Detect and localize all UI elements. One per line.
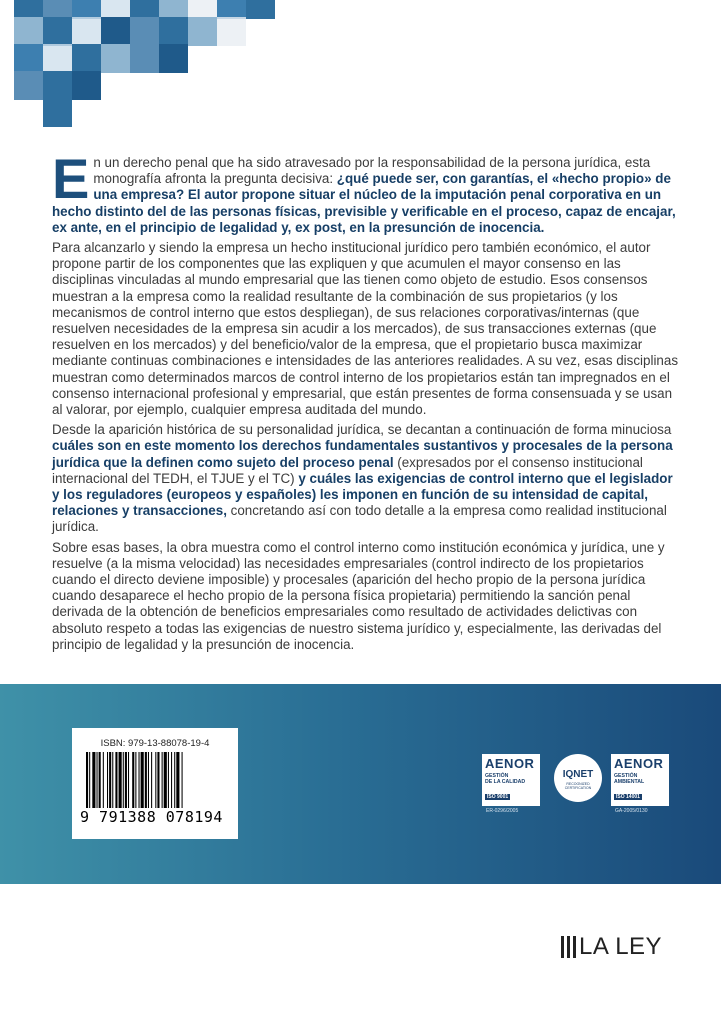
paragraph-4: Sobre esas bases, la obra muestra como el control interno como institución económica y jurídica, une y resuelve (a la misma velocidad) las necesidades empresariales (control indirecto de los propietarios cuando el directo deviene imposible) y procesales (aparición del hecho propio de la persona jurídica cuando desaparece el hecho propio de la persona física propietaria) permitiendo la sanción penal derivada de la obtención de beneficios empresariales como resultado de actividades delictivas con absoluto respeto a todas las exigencias de nuestro sistema jurídico y, especialmente, las derivadas del principio de legalidad y la presunción de inocencia.: [52, 539, 665, 652]
mosaic-tile: [159, 44, 188, 73]
mosaic-tile: [14, 44, 43, 73]
mosaic-tile: [246, 0, 275, 19]
barcode-bar: [176, 752, 179, 808]
iqnet-badge: IQNET RECOGNIZED CERTIFICATION: [554, 754, 602, 802]
barcode-bar: [148, 752, 149, 808]
barcode-bar: [139, 752, 140, 808]
barcode-bar: [141, 752, 144, 808]
drop-cap: E: [52, 147, 90, 210]
paragraph-2: Para alcanzarlo y siendo la empresa un hecho institucional jurídico pero también económico, el autor propone partir de los componentes que las expliquen y que acumulen el mayor consenso en las disciplinas vinculadas al mundo empresarial que las tienen como objeto de estudio. Esos consensos muestran a la empresa como la realidad resultante de la combinación de sus propietarios (y los mecanismos de control interno que estos despliegan), de sus relaciones corporativas/internas (que resuelven necesidades de la empresa sin acudir a los mercados), de sus transacciones externas (que resuelven en los mercados) y del beneficio/valor de la empresa, que el propietario busca maximizar mediante continuas combinaciones e intensidades de las anteriores realidades. A su vez, esas disciplinas muestran como determinados marcos de control interno de los propietarios están tan impregnados en el consenso internacional profesional y empresarial, que están presentes de forma consensuada y se usan al valorar, por ejemplo, cualquier empresa auditada del mundo.: [52, 240, 679, 418]
mosaic-tile: [43, 17, 72, 46]
barcode-bar: [168, 752, 169, 808]
barcode-bar: [174, 752, 175, 808]
barcode: [72, 728, 238, 839]
mosaic-tile: [72, 17, 101, 46]
mosaic-tile: [72, 71, 101, 100]
barcode-bar: [151, 752, 152, 808]
mosaic-tile: [159, 17, 188, 46]
barcode-bar: [125, 752, 127, 808]
barcode-bar: [119, 752, 122, 808]
mosaic-tile: [14, 71, 43, 100]
barcode-bar: [99, 752, 101, 808]
barcode-bars: [86, 752, 226, 812]
barcode-bar: [128, 752, 129, 808]
mosaic-tile: [217, 17, 246, 46]
barcode-bar: [89, 752, 90, 808]
mosaic-tile: [101, 44, 130, 73]
logo-bars-icon: [561, 936, 577, 958]
barcode-bar: [115, 752, 117, 808]
mosaic-tile: [72, 44, 101, 73]
mosaic-tile: [43, 98, 72, 127]
barcode-bar: [162, 752, 163, 808]
mosaic-tile: [188, 17, 217, 46]
barcode-bar: [112, 752, 113, 808]
barcode-bar: [132, 752, 134, 808]
barcode-bar: [135, 752, 136, 808]
barcode-bar: [103, 752, 104, 808]
cert-reg-quality: ER-0296/2005: [486, 808, 519, 814]
mosaic-tile: [14, 17, 43, 46]
mosaic-tile: [43, 71, 72, 100]
cert-reg-environment: GA-2005/0130: [615, 808, 648, 814]
barcode-bar: [92, 752, 95, 808]
barcode-bar: [164, 752, 167, 808]
barcode-digits: 9 791388 078194: [80, 808, 223, 826]
mosaic-tile: [101, 17, 130, 46]
barcode-bar: [86, 752, 88, 808]
barcode-bar: [145, 752, 147, 808]
isbn-label: ISBN: 979-13-88078-19-4: [100, 738, 210, 749]
aenor-quality-badge: AENOR GESTIÓN DE LA CALIDAD ISO 9001: [482, 754, 540, 806]
barcode-bar: [182, 752, 183, 808]
barcode-bar: [157, 752, 159, 808]
mosaic-tile: [43, 44, 72, 73]
decorative-mosaic: [0, 0, 260, 140]
barcode-bar: [171, 752, 172, 808]
mosaic-tile: [130, 44, 159, 73]
barcode-bar: [109, 752, 111, 808]
barcode-bar: [97, 752, 98, 808]
paragraph-3: Desde la aparición histórica de su personalidad jurídica, se decantan a continuación de forma minuciosa cuáles son en este momento los derechos fundamentales sustantivos y procesales de la persona jurídica que la definen como sujeto del proceso penal (expresados por el consenso institucional internacional del TEDH, el TJUE y el TC) y cuáles las exigencias de control interno que el legislador y los reguladores (europeos y españoles) les imponen en función de su intensidad de capital, relaciones y transacciones, concretando así con todo detalle a la empresa como realidad institucional jurídica.: [52, 422, 673, 535]
barcode-bar: [107, 752, 108, 808]
back-cover-text: [52, 147, 679, 657]
aenor-environment-badge: AENOR GESTIÓN AMBIENTAL ISO 14001: [611, 754, 669, 806]
paragraph-1: En un derecho penal que ha sido atravesado por la responsabilidad de la persona jurídica, esta monografía afronta la pregunta decisiva: ¿qué puede ser, con garantías, el «hecho propio» de una empresa? El autor propone situar el núcleo de la imputación penal corporativa en un hecho distinto del de las personas físicas, previsible y verificable en el proceso, capaz de encajar, ex ante, en el principio de legalidad y, ex post, en la presunción de inocencia.: [52, 147, 676, 235]
mosaic-tile: [130, 17, 159, 46]
barcode-bar: [123, 752, 124, 808]
barcode-bar: [155, 752, 156, 808]
